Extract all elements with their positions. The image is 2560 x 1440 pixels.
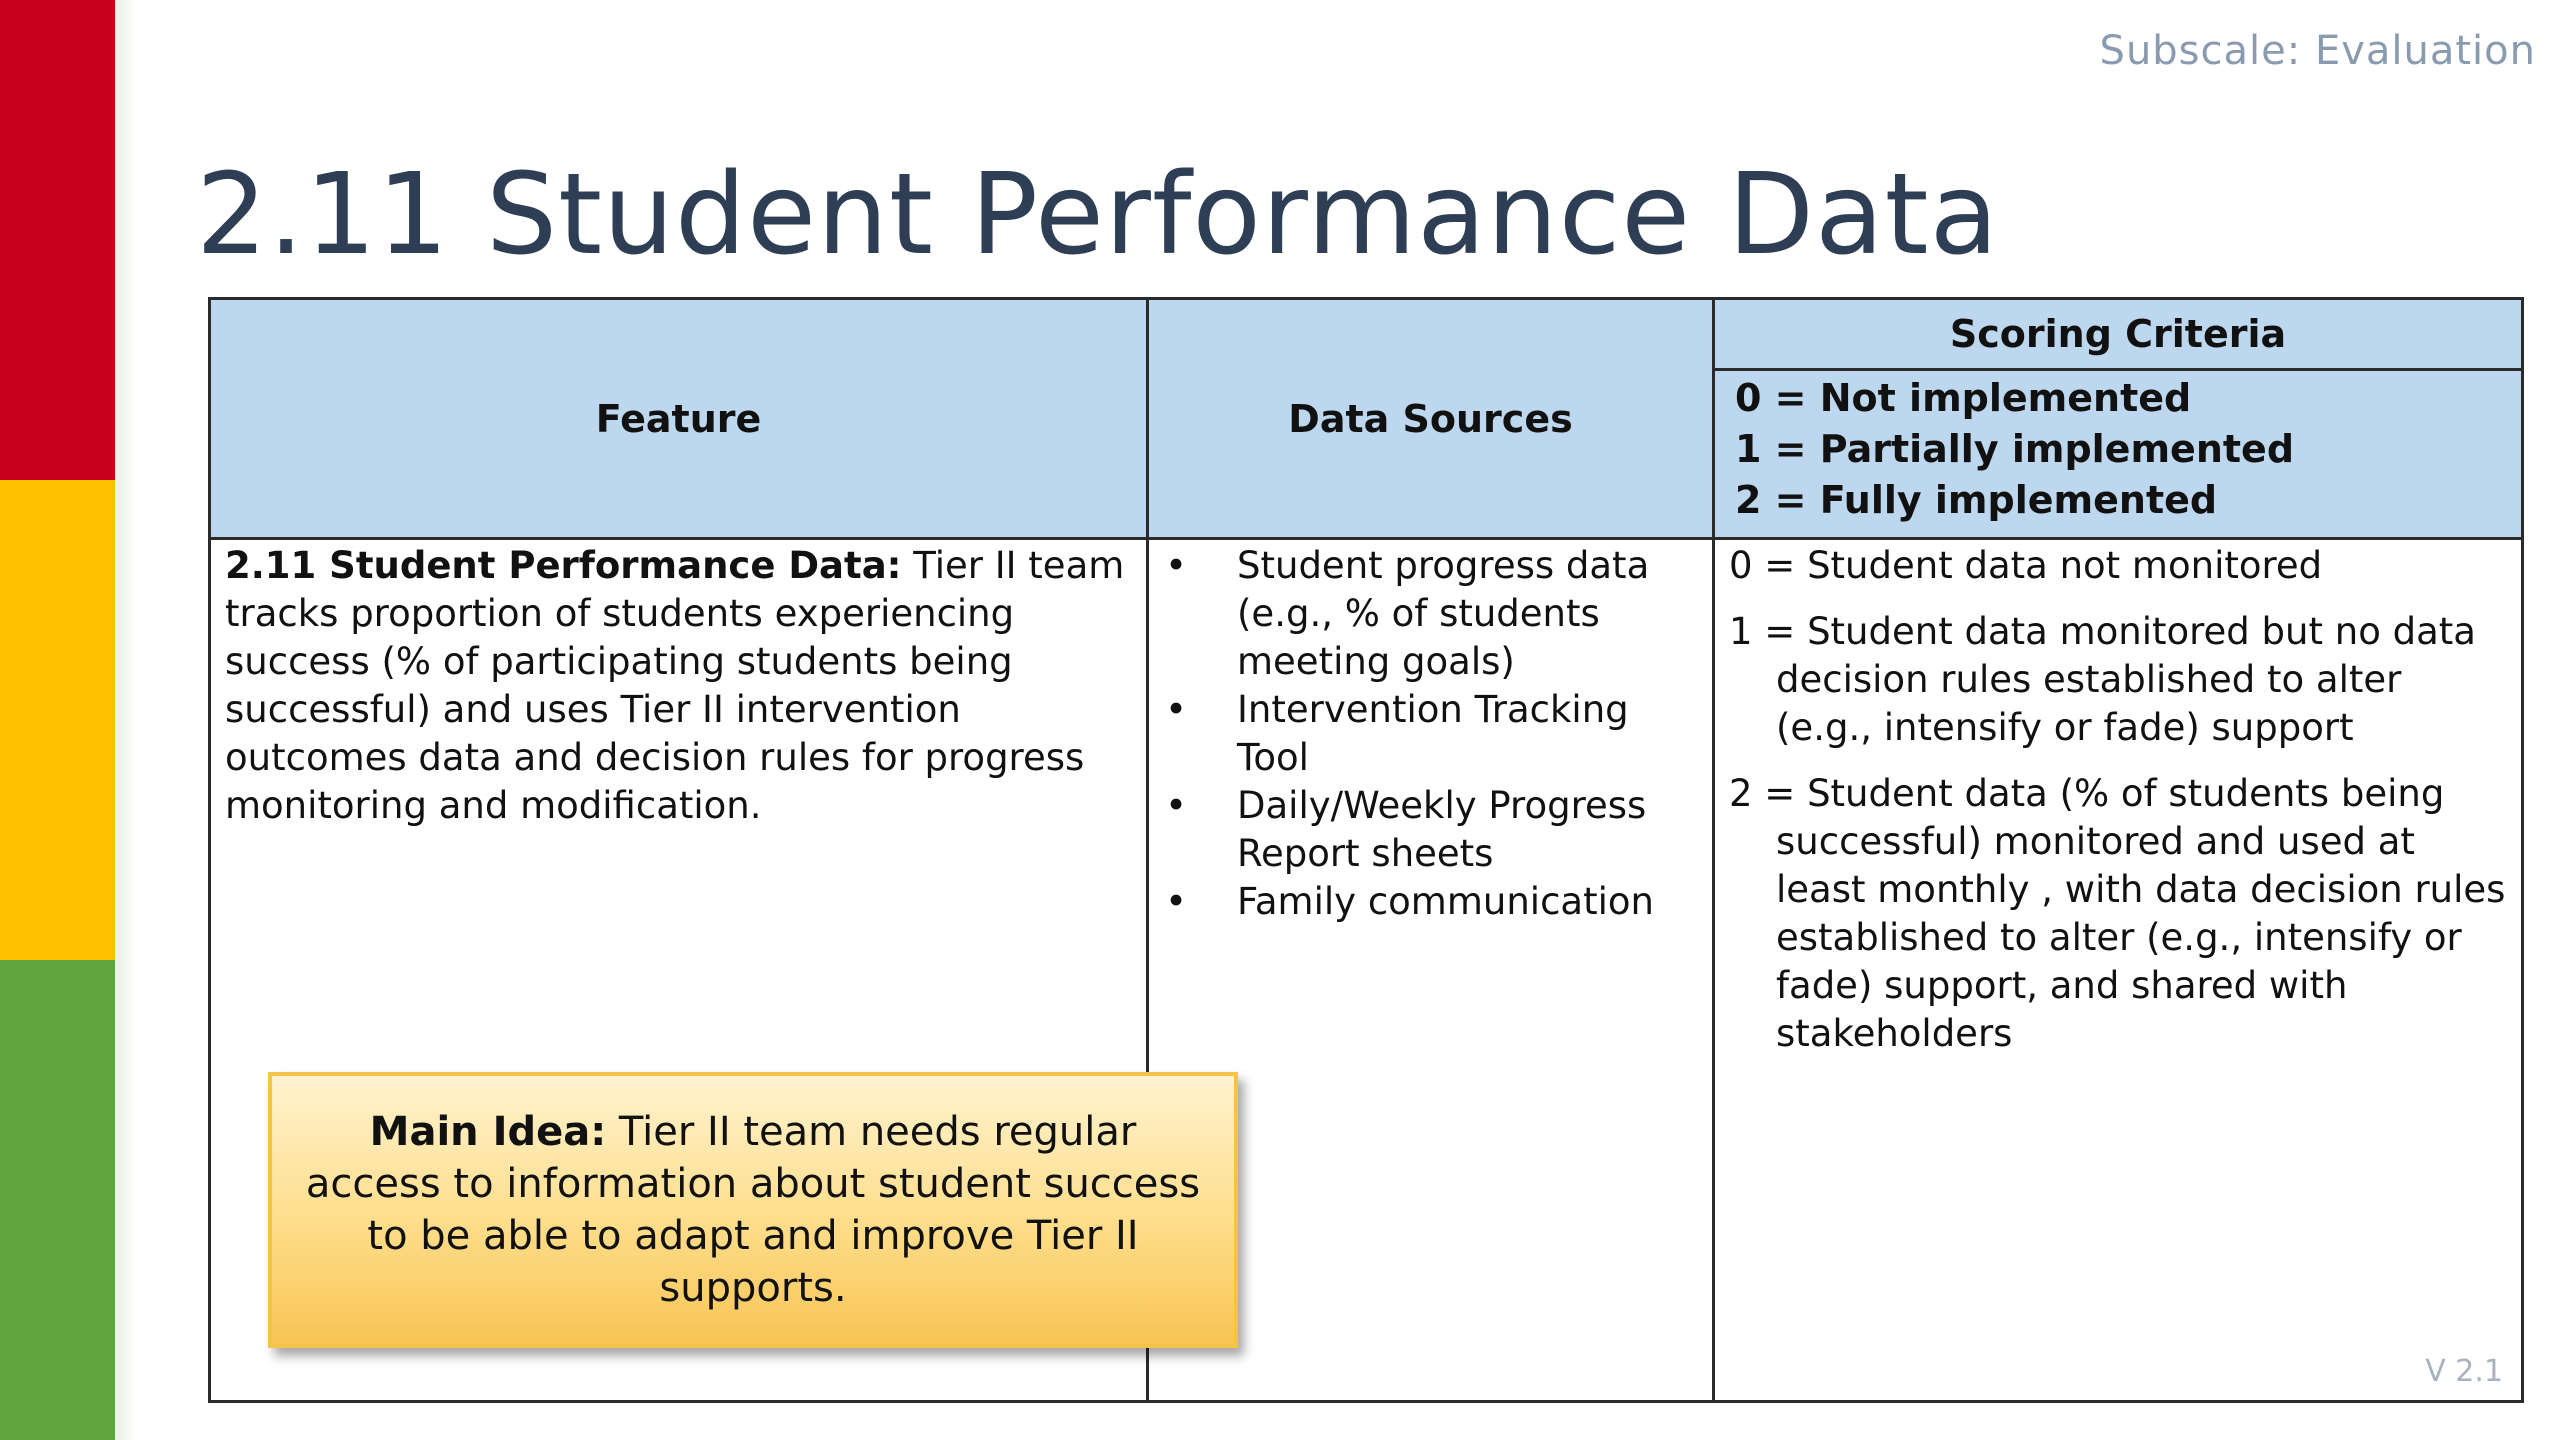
list-item [1163,878,1698,926]
main-idea-label: Main Idea: [369,1109,607,1155]
main-idea-callout [268,1072,1238,1348]
bullet-icon: • [1165,544,1187,587]
data-sources-column-header [1149,300,1715,540]
scoring-levels [1715,371,2521,526]
scoring-level-0: 0 = Not implemented [1735,376,2192,420]
side-bar-shadow [115,0,137,1440]
scoring-level-2: 2 = Fully implemented [1735,478,2218,522]
version-label: V 2.1 [2425,1354,2503,1389]
side-bar-yellow [0,480,115,960]
score-item-1: 1 = Student data monitored but no data decision rules established to alter (e.g., intensify or fade) support [1729,610,2476,749]
main-idea-text [302,1106,1204,1314]
score-item-0: 0 = Student data not monitored [1729,544,2323,587]
list-item [1163,542,1698,686]
scoring-criteria-column-header [1715,300,2521,540]
data-sources-header-label: Data Sources [1288,396,1573,441]
data-source-text: Daily/Weekly Progress Report sheets [1237,784,1647,875]
feature-description [225,540,1132,830]
scoring-criteria-title: Scoring Criteria [1715,300,2521,371]
data-source-text: Family communication [1237,880,1654,923]
data-sources-list [1163,540,1698,926]
list-item [1163,782,1698,878]
feature-header-label: Feature [595,396,762,441]
data-source-text: Student progress data (e.g., % of students meeting goals) [1237,544,1650,683]
feature-column-header [211,300,1149,540]
feature-label: 2.11 Student Performance Data: [225,544,902,587]
scoring-cell [1715,540,2521,1400]
bullet-icon: • [1165,688,1187,731]
scoring-level-1: 1 = Partially implemented [1735,427,2295,471]
main-idea-body: Tier II team needs regular access to information about student success to be able to adapt and improve Tier II supports. [305,1109,1201,1311]
subscale-label: Subscale: Evaluation [2099,28,2536,74]
bullet-icon: • [1165,880,1187,923]
side-bar-green [0,960,115,1440]
feature-text: Tier II team tracks proportion of students experiencing success (% of participating students being successful) and uses Tier II intervention outcomes data and decision rules for progress monitoring and modification. [225,544,1125,827]
score-item-2: 2 = Student data (% of students being successful) monitored and used at least monthly , with data decision rules established to alter (e.g., intensify or fade) support, and shared with stakeholders [1729,772,2506,1055]
side-bar-red [0,0,115,480]
bullet-icon: • [1165,784,1187,827]
list-item [1163,686,1698,782]
data-source-text: Intervention Tracking Tool [1237,688,1629,779]
page-title: 2.11 Student Performance Data [196,150,2000,280]
